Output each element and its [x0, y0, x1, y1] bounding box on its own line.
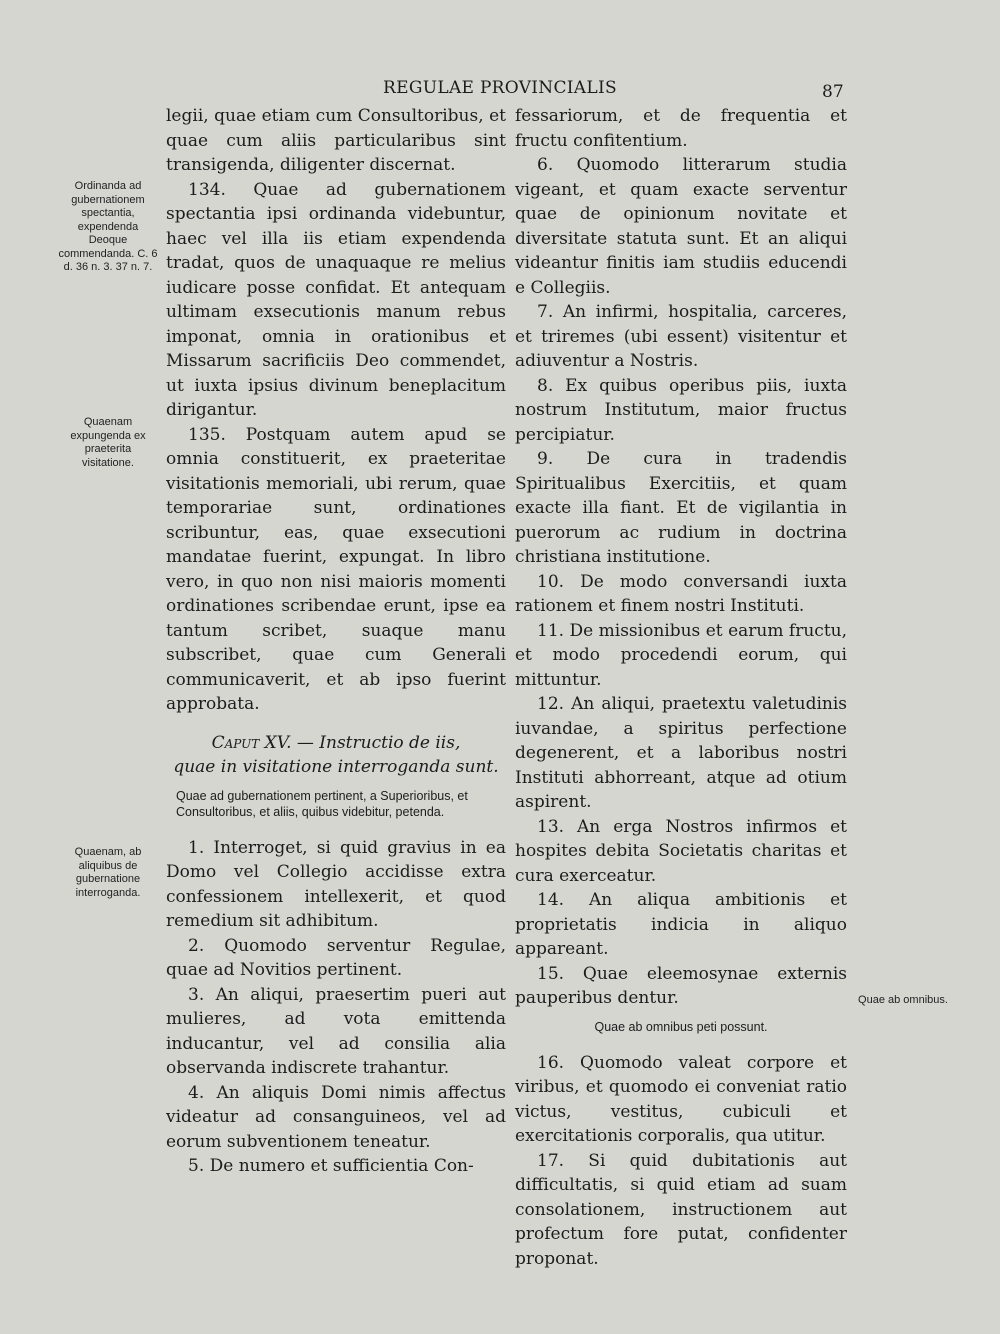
section-note: Quae ad gubernationem pertinent, a Superioribus, et Consultoribus, et aliis, quibus videbitur, petenda. — [176, 788, 468, 819]
paragraph-135: 135. Postquam autem apud se omnia constituerit, ex praeteritae visitationis memoriali, ubi rerum, quae temporariae sunt, ordinationes scribuntur, eas, quae exsecutioni mandatae fuerint, expungat. In libro vero, in quo non nisi maioris momenti ordinationes scribendae erunt, ipse ea tantum scribet, suaque manu subscribet, quae cum Generali communicaverit, et ab ipso fuerint approbata. — [166, 424, 506, 714]
margin-note-quaenam-interroganda: Quaenam, ab aliquibus de gubernatione interroganda. — [74, 846, 142, 899]
margin-note-quaenam-expungenda: Quaenam expungenda ex praeterita visitatione. — [70, 416, 146, 469]
question-3: 3. An aliqui, praesertim pueri aut mulieres, ad vota emittenda inducantur, vel ad consilia alia observanda indiscrete trahantur. — [166, 984, 506, 1078]
chapter-label: Caput XV. — [211, 732, 292, 753]
question-12: 12. An aliqui, praetextu valetudinis iuvandae, a spiritus perfectione degenerent, et a laboribus nostri Instituti abhorreant, atque ad otium aspirent. — [515, 694, 847, 812]
question-5: 5. De numero et sufficientia Con- — [188, 1156, 474, 1176]
question-17: 17. Si quid dubitationis aut difficultatis, si quid etiam ad suam consolationem, instructionem aut profectum fore putat, confidenter proponat. — [515, 1150, 847, 1269]
left-column — [166, 104, 506, 1179]
question-11: 11. De missionibus et earum fructu, et modo procedendi eorum, qui mittuntur. — [515, 620, 847, 690]
question-7: 7. An infirmi, hospitalia, carceres, et triremes (ubi essent) visitentur et adiuventur a Nostris. — [515, 302, 847, 371]
question-6: 6. Quomodo litterarum studia vigeant, et quam exacte serventur quae de opinionum novitate et diversitate statuta sunt. Et an aliqui videantur finitis iam studiis educendi e Collegiis. — [515, 155, 847, 298]
question-13: 13. An erga Nostros infirmos et hospites debita Societatis charitas et cura exerceatur. — [515, 816, 847, 886]
section-heading: Quae ab omnibus peti possunt. — [594, 1019, 768, 1034]
page-number: 87 — [822, 82, 844, 102]
chapter-title-line-1: — Instructio de iis, — [296, 732, 461, 753]
right-column — [515, 104, 847, 1271]
question-2: 2. Quomodo serventur Regulae, quae ad Novitios pertinent. — [166, 935, 506, 980]
question-14: 14. An aliqua ambitionis et proprietatis indicia in aliquo appareant. — [515, 890, 847, 959]
paragraph-134: 134. Quae ad gubernationem spectantia ipsi ordinanda videbuntur, haec vel illa iis etiam expendenda tradat, quos de unaquaque re melius iudicare posse confidat. Et antequam ultimam exsecutionis manum rebus imponat, omnia in orationibus et Missarum sacrificiis Deo commendet, ut iuxta ipsius divinum beneplacitum dirigantur. — [166, 179, 506, 420]
margin-note-quae-ab-omnibus: Quae ab omnibus. — [858, 994, 948, 1006]
question-4: 4. An aliquis Domi nimis affectus videatur ad consanguineos, vel ad eorum subventionem teneatur. — [166, 1082, 506, 1152]
chapter-title-line-2: quae in visitatione interroganda sunt. — [173, 757, 499, 777]
question-1: 1. Interroget, si quid gravius in ea Domo vel Collegio accidisse extra confessionem intellexerit, et quod remedium sit adhibitum. — [166, 837, 506, 931]
margin-note-ordinanda: Ordinanda ad gubernationem spectantia, expendenda Deoque commendanda. C. 6 d. 36 n. 3. 37 n. 7. — [58, 180, 158, 273]
running-head: REGULAE PROVINCIALIS — [383, 78, 617, 98]
question-15: 15. Quae eleemosynae externis pauperibus dentur. — [515, 963, 847, 1008]
paragraph-continued: legii, quae etiam cum Consultoribus, et quae cum aliis particularibus sint transigenda, diligenter discernat. — [166, 106, 506, 175]
question-5-continued: fessariorum, et de frequentia et fructu confitentium. — [515, 106, 847, 151]
question-8: 8. Ex quibus operibus piis, iuxta nostrum Institutum, maior fructus percipiatur. — [515, 375, 847, 445]
chapter-title — [166, 731, 506, 780]
question-16: 16. Quomodo valeat corpore et viribus, et quomodo ei conveniat ratio victus, vestitus, cubiculi et exercitationis corporalis, qua utitur. — [515, 1052, 847, 1146]
question-9: 9. De cura in tradendis Spiritualibus Exercitiis, et quam exacte illa fiant. Et de vigilantia in puerorum ac rudium in doctrina christiana institutione. — [515, 449, 847, 567]
question-10: 10. De modo conversandi iuxta rationem et finem nostri Instituti. — [515, 571, 847, 616]
